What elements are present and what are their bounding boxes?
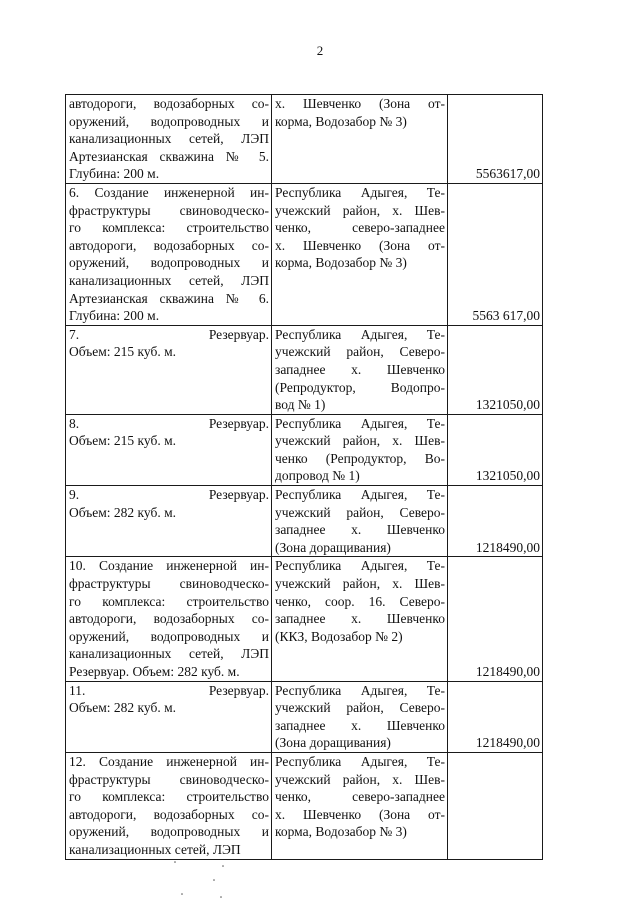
object-amount: 5563617,00 xyxy=(448,95,543,184)
object-description-line: Объем: 215 куб. м. xyxy=(69,433,177,449)
object-location-line: х. Шевченко (Зона от- xyxy=(275,96,445,111)
object-location-line: Республика Адыгея, Те- xyxy=(275,753,445,769)
object-location-line: (Репродуктор, Водопро- xyxy=(275,379,445,395)
object-description-line: Артезианская скважина № 5. xyxy=(69,148,269,164)
object-location-line: вод № 1) xyxy=(275,397,326,413)
object-description-line: фраструктуры свиноводческо- xyxy=(69,576,269,592)
object-location-line: учежский район, х. Шев- xyxy=(275,433,445,449)
object-description-line: 11. Резервуар. xyxy=(69,682,269,698)
object-description-line: канализационных сетей, ЛЭП xyxy=(69,841,241,857)
object-description-line: го комплекса: строительство xyxy=(69,789,269,805)
object-location-line: учежский район, Северо- xyxy=(275,700,445,716)
object-location-line: корма, Водозабор № 3) xyxy=(275,255,407,271)
object-location-line: западнее х. Шевченко xyxy=(275,522,445,538)
object-description-line: оружений, водопроводных и xyxy=(69,255,269,271)
object-location-line: (Зона доращивания) xyxy=(275,735,391,751)
object-description-line: автодороги, водозаборных со- xyxy=(69,96,269,111)
object-location-line: (Зона доращивания) xyxy=(275,539,391,555)
object-description-line: фраструктуры свиноводческо- xyxy=(69,202,269,218)
object-description-line: 10. Создание инженерной ин- xyxy=(69,558,269,574)
object-description-line: го комплекса: строительство xyxy=(69,220,269,236)
object-description-line: 7. Резервуар. xyxy=(69,326,269,342)
object-amount: 1321050,00 xyxy=(448,414,543,485)
object-description-line: оружений, водопроводных и xyxy=(69,824,269,840)
object-location-line: западнее х. Шевченко xyxy=(275,361,445,377)
object-description-line: Резервуар. Объем: 282 куб. м. xyxy=(69,664,240,679)
scan-speck xyxy=(220,896,222,898)
object-amount: 1218490,00 xyxy=(448,486,543,557)
object-location-line: корма, Водозабор № 3) xyxy=(275,113,407,129)
object-location-line: допровод № 1) xyxy=(275,468,360,484)
object-amount: 5563 617,00 xyxy=(448,183,543,325)
object-location-line: Республика Адыгея, Те- xyxy=(275,326,445,342)
object-location-line: западнее х. Шевченко xyxy=(275,611,445,627)
scan-speck xyxy=(181,893,183,895)
object-location-line: учежский район, х. Шев- xyxy=(275,576,445,592)
object-location-line: западнее х. Шевченко xyxy=(275,717,445,733)
object-description-line: канализационных сетей, ЛЭП xyxy=(69,646,269,662)
object-description-line: Объем: 282 куб. м. xyxy=(69,504,177,520)
object-location-line: ченко (Репродуктор, Во- xyxy=(275,450,445,466)
object-description-line: автодороги, водозаборных со- xyxy=(69,237,269,253)
object-location-line: ченко, северо-западнее xyxy=(275,220,445,236)
object-description-line: Объем: 282 куб. м. xyxy=(69,700,177,716)
object-description-line: Глубина: 200 м. xyxy=(69,308,160,324)
object-location-line: (ККЗ, Водозабор № 2) xyxy=(275,628,403,644)
object-description-line: 6. Создание инженерной ин- xyxy=(69,184,269,200)
object-location-line: учежский район, Северо- xyxy=(275,504,445,520)
object-description-line: Артезианская скважина № 6. xyxy=(69,290,269,306)
object-location-line: корма, Водозабор № 3) xyxy=(275,824,407,840)
object-description-line: канализационных сетей, ЛЭП xyxy=(69,131,269,147)
page-number: 2 xyxy=(316,43,324,58)
object-description-line: фраструктуры свиноводческо- xyxy=(69,771,269,787)
object-description-line: оружений, водопроводных и xyxy=(69,113,269,129)
object-location-line: учежский район, х. Шев- xyxy=(275,771,445,787)
object-location-line: х. Шевченко (Зона от- xyxy=(275,806,445,822)
scan-speck xyxy=(174,861,176,863)
object-location-line: учежский район, х. Шев- xyxy=(275,202,445,218)
object-description-line: Глубина: 200 м. xyxy=(69,166,160,182)
object-location-line: Республика Адыгея, Те- xyxy=(275,682,445,698)
object-description-line: 8. Резервуар. xyxy=(69,415,269,431)
object-location-line: учежский район, Северо- xyxy=(275,344,445,360)
object-description-line: 12. Создание инженерной ин- xyxy=(69,753,269,769)
object-location-line: ченко, северо-западнее xyxy=(275,789,445,805)
object-description-line: оружений, водопроводных и xyxy=(69,628,269,644)
object-description-line: канализационных сетей, ЛЭП xyxy=(69,272,269,288)
object-location-line: Республика Адыгея, Те- xyxy=(275,558,445,574)
scan-speck xyxy=(222,865,224,867)
object-location-line: Республика Адыгея, Те- xyxy=(275,184,445,200)
object-description-line: Объем: 215 куб. м. xyxy=(69,344,177,360)
object-description-line: 9. Резервуар. xyxy=(69,487,269,503)
object-description-line: автодороги, водозаборных со- xyxy=(69,611,269,627)
object-location-line: Республика Адыгея, Те- xyxy=(275,487,445,503)
object-amount: 1321050,00 xyxy=(448,325,543,414)
object-amount: 1218490,00 xyxy=(448,681,543,752)
object-amount: 1218490,00 xyxy=(448,557,543,681)
object-description-line: го комплекса: строительство xyxy=(69,593,269,609)
object-location-line: ченко, соор. 16. Северо- xyxy=(275,593,445,609)
scan-speck xyxy=(213,879,215,881)
object-location-line: х. Шевченко (Зона от- xyxy=(275,237,445,253)
object-description-line: автодороги, водозаборных со- xyxy=(69,806,269,822)
object-location-line: Республика Адыгея, Те- xyxy=(275,415,445,431)
